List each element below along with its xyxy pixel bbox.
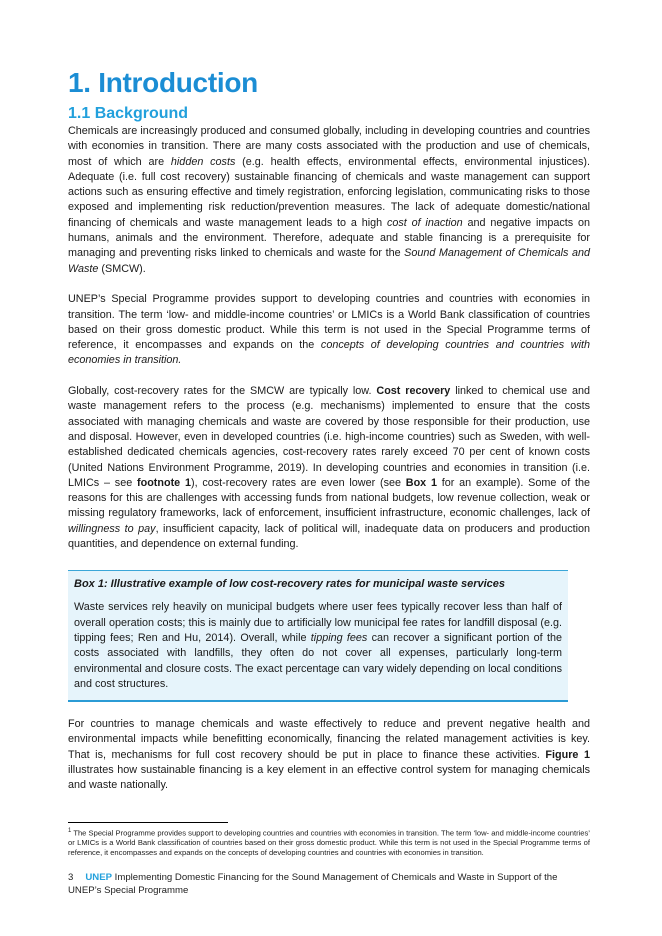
footer-title: Implementing Domestic Financing for the Sound Management of Chemicals and Waste in Support of the UNEP’s Special Programme [68, 872, 558, 896]
italic-text: tipping fees [310, 631, 368, 644]
page-number: 3 [68, 872, 74, 883]
text-run: Waste services rely heavily on municipal budgets where user fees typically recover less than half of overall operation costs; this is mainly due to artificially low municipal fee rates for landfill disposal (e.g. tipping fees; Ren and Hu, 2014). Overall, while [74, 601, 562, 644]
footnote [68, 827, 590, 857]
paragraph-background [68, 124, 590, 277]
text-run: Chemicals are increasingly produced and consumed globally, including in developing countries and countries with economies in transition. There are many costs associated with the production and use of chemicals, most of which are [68, 125, 590, 168]
text-run: UNEP’s Special Programme provides support to developing countries and countries with economies in transition. The term ‘low- and middle-income countries’ or LMICs is a World Bank classification of countries based on their gross domestic product. While this term is not used in the Special Programme terms of reference, it encompasses and expands on the [68, 293, 590, 352]
paragraph-special-programme [68, 292, 590, 368]
text-run: linked to chemical use and waste management refers to the process (e.g. mechanisms) implemented to ensure that the costs associated with managing chemicals and waste are covered by those responsible for their production, use and disposal. However, even in developed countries (i.e. high-income countries) such as Sweden, with well-established dedicated chemicals agencies, cost-recovery rates rarely exceed 70 per cent of known costs (United Nations Environment Programme, 2019). In developing countries and economies in transition (i.e. LMICs – see [68, 385, 590, 489]
text-run: , insufficient capacity, lack of political will, inadequate data on producers and production quantities, and dependence on external funding. [68, 522, 590, 551]
bold-text: Figure 1 [545, 748, 590, 761]
document-page [68, 66, 590, 794]
chapter-heading: 1. Introduction [68, 67, 258, 98]
text-run: (SMCW). [98, 262, 146, 275]
bold-text: Box 1 [405, 476, 437, 489]
section-heading: 1.1 Background [68, 105, 189, 122]
box-text [74, 600, 562, 692]
text-run: illustrates how sustainable financing is a key element in an effective control system for managing chemicals and waste nationally. [68, 763, 590, 792]
text-run: for an example). Some of the reasons for this are challenges with accessing funds from national budgets, low revenue collection, weak or missing regulatory frameworks, lack of enforcement, insufficient infrastructure, economic challenges, lack of [68, 476, 590, 520]
unep-brand: UNEP [85, 872, 112, 883]
box-title: Box 1: Illustrative example of low cost-recovery rates for municipal waste services [74, 578, 506, 591]
text-run: (e.g. health effects, environmental effects, environmental injustices). Adequate (i.e. full cost recovery) sustainable financing of chemicals and waste management can support actions such as ensuring effective and timely registration, enforcing legislation, communicating risks to those exposed and implementing risk reduction/prevention measures. The lack of adequate domestic/national financing of chemicals and waste management leads to a high [68, 155, 590, 229]
paragraph-financing [68, 717, 590, 793]
italic-text: cost of inaction [386, 216, 463, 229]
italic-text: willingness to pay [68, 522, 156, 535]
page-footer [68, 872, 590, 897]
text-run: ), cost-recovery rates are even lower (see [190, 476, 406, 489]
text-run: and negative impacts on humans, animals and the environment. Therefore, adequate and stable financing is a prerequisite for managing and preventing risks linked to chemicals and waste for the [68, 216, 591, 260]
italic-text: hidden costs [170, 155, 236, 168]
text-run: For countries to manage chemicals and waste effectively to reduce and prevent negative health and environmental impacts while benefitting economically, financing the related management activities is key. That is, mechanisms for full cost recovery should be put in place to finance these activities. [68, 718, 590, 761]
paragraph-cost-recovery [68, 384, 590, 552]
italic-text: Sound Management of Chemicals and Waste [68, 247, 590, 275]
footnote-text: The Special Programme provides support to developing countries and countries with economies in transition. The term ‘low- and middle-income countries’ or LMICs is a World Bank classification of countries based on their gross domestic product. While this term is not used in the Special Programme terms of reference, it encompasses and expands on the concepts of developing countries and countries with economies in transition. [68, 828, 590, 857]
footnote-marker: 1 [68, 828, 72, 834]
text-run: Globally, cost-recovery rates for the SMCW are typically low. [68, 385, 377, 398]
italic-text: concepts of developing countries and countries with economies in transition. [68, 339, 591, 367]
footnote-divider [68, 822, 228, 823]
box-1 [68, 570, 568, 702]
bold-text: Cost recovery [376, 385, 451, 398]
bold-text: footnote 1 [137, 476, 191, 489]
text-run: can recover a significant portion of the costs associated with landfills, they often do not cover all expenses, particularly long-term environmental and closure costs. The exact percentage can vary widely depending on local conditions and cost structures. [74, 631, 563, 690]
